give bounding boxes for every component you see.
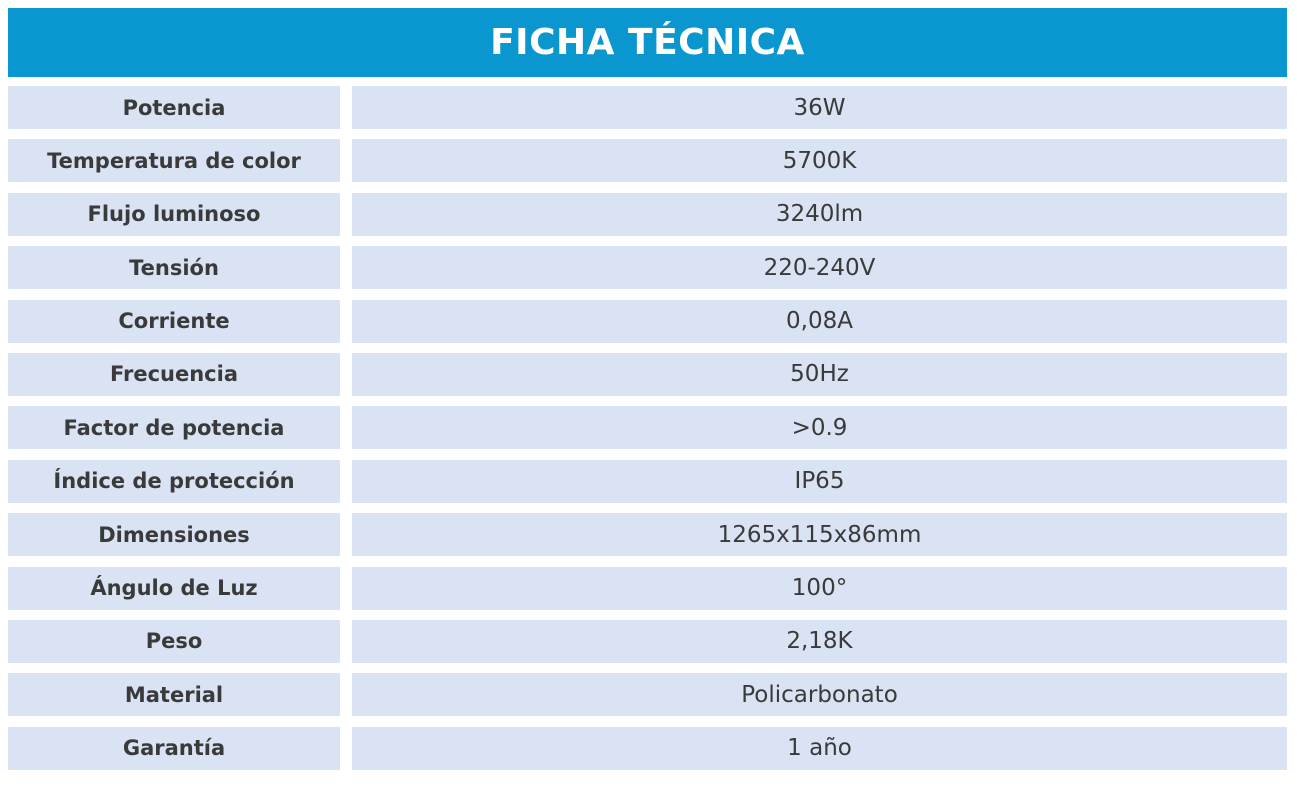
spec-value: 0,08A [352, 300, 1287, 343]
spec-value: 50Hz [352, 353, 1287, 396]
spec-row-frecuencia [8, 353, 1287, 396]
spec-label: Índice de protección [8, 460, 340, 503]
spec-label: Potencia [8, 86, 340, 129]
spec-row-temperatura [8, 139, 1287, 182]
sheet-title: FICHA TÉCNICA [8, 8, 1287, 77]
spec-row-corriente [8, 300, 1287, 343]
spec-row-material [8, 673, 1287, 716]
spec-label: Tensión [8, 246, 340, 289]
spec-table [8, 86, 1287, 770]
spec-row-tension [8, 246, 1287, 289]
spec-row-potencia [8, 86, 1287, 129]
spec-row-proteccion [8, 460, 1287, 503]
spec-value: 2,18K [352, 620, 1287, 663]
spec-value: 5700K [352, 139, 1287, 182]
spec-value: >0.9 [352, 406, 1287, 449]
spec-value: 36W [352, 86, 1287, 129]
spec-label: Ángulo de Luz [8, 567, 340, 610]
tech-spec-sheet [8, 8, 1287, 770]
spec-value: 220-240V [352, 246, 1287, 289]
spec-value: IP65 [352, 460, 1287, 503]
spec-value: 1265x115x86mm [352, 513, 1287, 556]
spec-value: Policarbonato [352, 673, 1287, 716]
spec-label: Dimensiones [8, 513, 340, 556]
spec-label: Frecuencia [8, 353, 340, 396]
spec-row-dimensiones [8, 513, 1287, 556]
spec-label: Peso [8, 620, 340, 663]
spec-label: Temperatura de color [8, 139, 340, 182]
spec-label: Flujo luminoso [8, 193, 340, 236]
spec-label: Factor de potencia [8, 406, 340, 449]
spec-row-angulo [8, 567, 1287, 610]
spec-value: 3240lm [352, 193, 1287, 236]
spec-row-flujo [8, 193, 1287, 236]
spec-row-factor [8, 406, 1287, 449]
spec-label: Material [8, 673, 340, 716]
spec-label: Garantía [8, 727, 340, 770]
spec-row-peso [8, 620, 1287, 663]
spec-label: Corriente [8, 300, 340, 343]
spec-row-garantia [8, 727, 1287, 770]
spec-value: 1 año [352, 727, 1287, 770]
spec-value: 100° [352, 567, 1287, 610]
